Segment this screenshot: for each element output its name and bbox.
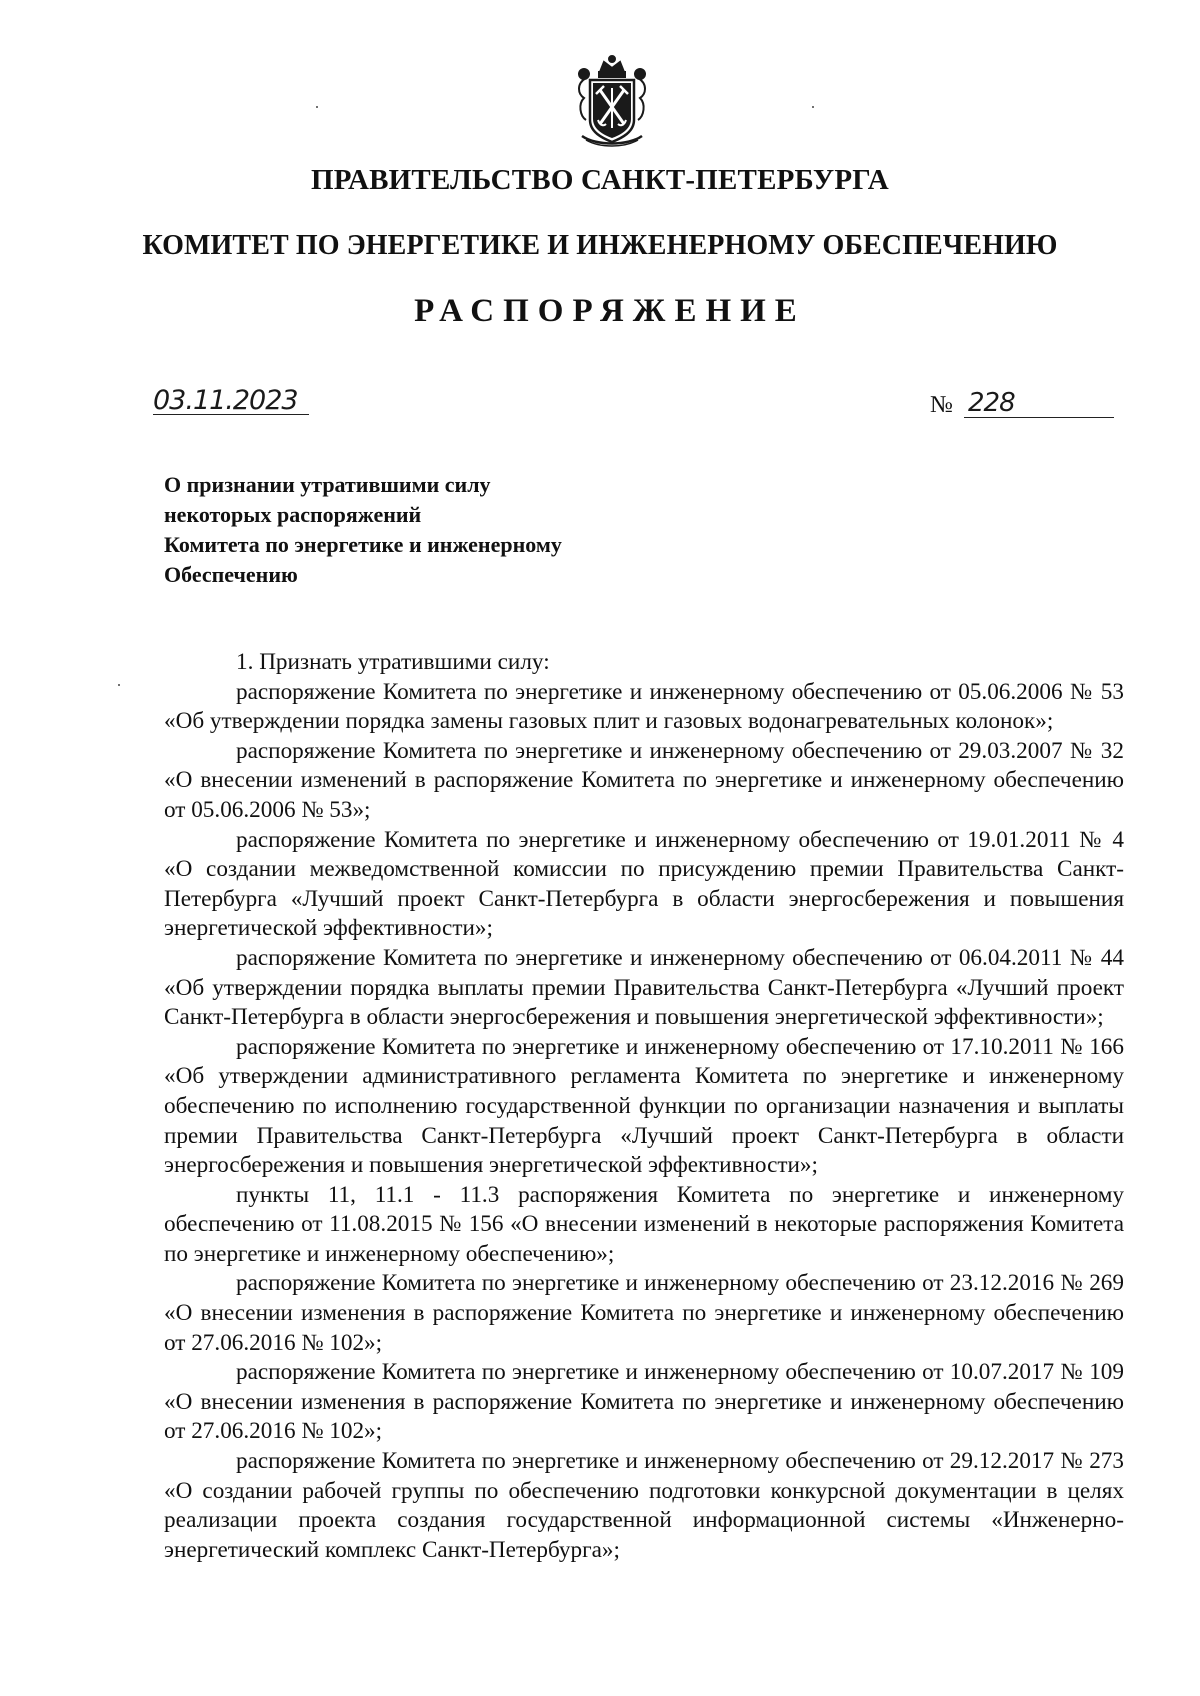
document-number: 228 xyxy=(968,388,1015,418)
repealed-item: распоряжение Комитета по энергетике и инженерному обеспечению от 23.12.2016 № 269 «О внесении изменения в распоряжение Комитета по энергетике и инженерному обеспечению от 27.06.2016 № 102»; xyxy=(164,1270,1124,1356)
government-title: ПРАВИТЕЛЬСТВО САНКТ-ПЕТЕРБУРГА xyxy=(311,164,889,196)
number-sign: № xyxy=(930,392,953,418)
document-date: 03.11.2023 xyxy=(153,388,309,415)
repealed-item: распоряжение Комитета по энергетике и инженерному обеспечению от 29.03.2007 № 32 «О внесении изменений в распоряжение Комитета по энергетике и инженерному обеспечению от 05.06.2006 № 53»; xyxy=(164,737,1124,823)
subject-line: О признании утратившими силу xyxy=(164,472,491,497)
scan-speck xyxy=(118,684,120,686)
repealed-item: распоряжение Комитета по энергетике и инженерному обеспечению от 17.10.2011 № 166 «Об утверждении административного регламента Комитета по энергетике и инженерному обеспечению по исполнению государственной функции по организации назначения и выплаты премии Правительства Санкт-Петербурга «Лучший проект Санкт-Петербурга в области энергосбережения и повышения энергетической эффективности»; xyxy=(164,1033,1124,1179)
repealed-item: распоряжение Комитета по энергетике и инженерному обеспечению от 05.06.2006 № 53 «Об утверждении порядка замены газовых плит и газовых водонагревательных колонок»; xyxy=(164,678,1124,735)
committee-title: КОМИТЕТ ПО ЭНЕРГЕТИКЕ И ИНЖЕНЕРНОМУ ОБЕСПЕЧЕНИЮ xyxy=(142,230,1058,261)
repealed-item: пункты 11, 11.1 - 11.3 распоряжения Комитета по энергетике и инженерному обеспечению от 11.08.2015 № 156 «О внесении изменений в некоторые распоряжения Комитета по энергетике и инженерному обеспечению»; xyxy=(164,1181,1124,1267)
repealed-item: распоряжение Комитета по энергетике и инженерному обеспечению от 10.07.2017 № 109 «О внесении изменения в распоряжение Комитета по энергетике и инженерному обеспечению от 27.06.2016 № 102»; xyxy=(164,1359,1124,1445)
number-underline xyxy=(964,417,1114,418)
coat-of-arms-icon xyxy=(566,54,658,148)
repealed-item: распоряжение Комитета по энергетике и инженерному обеспечению от 29.12.2017 № 273 «О создании рабочей группы по обеспечению подготовки конкурсной документации в целях реализации проекта создания государственной информационной системы «Инженерно-энергетический комплекс Санкт-Петербурга»; xyxy=(164,1448,1124,1563)
subject-line: некоторых распоряжений xyxy=(164,502,422,527)
document-body xyxy=(164,648,1124,1565)
document-number-block xyxy=(930,388,1118,420)
scan-speck xyxy=(316,106,318,108)
scan-speck xyxy=(812,106,814,108)
subject-line: Комитета по энергетике и инженерному xyxy=(164,532,562,557)
document-type-title: РАСПОРЯЖЕНИЕ xyxy=(414,293,806,329)
document-subject xyxy=(164,470,684,590)
subject-line: Обеспечению xyxy=(164,562,298,587)
repealed-item: распоряжение Комитета по энергетике и инженерному обеспечению от 19.01.2011 № 4 «О создании межведомственной комиссии по присуждению премии Правительства Санкт-Петербурга «Лучший проект Санкт-Петербурга в области энергосбережения и повышения энергетической эффективности»; xyxy=(164,826,1124,942)
repealed-item: распоряжение Комитета по энергетике и инженерному обеспечению от 06.04.2011 № 44 «Об утверждении порядка выплаты премии Правительства Санкт-Петербурга «Лучший проект Санкт-Петербурга в области энергосбережения и повышения энергетической эффективности»; xyxy=(164,944,1124,1031)
clause-intro: 1. Признать утратившими силу: xyxy=(236,649,550,675)
